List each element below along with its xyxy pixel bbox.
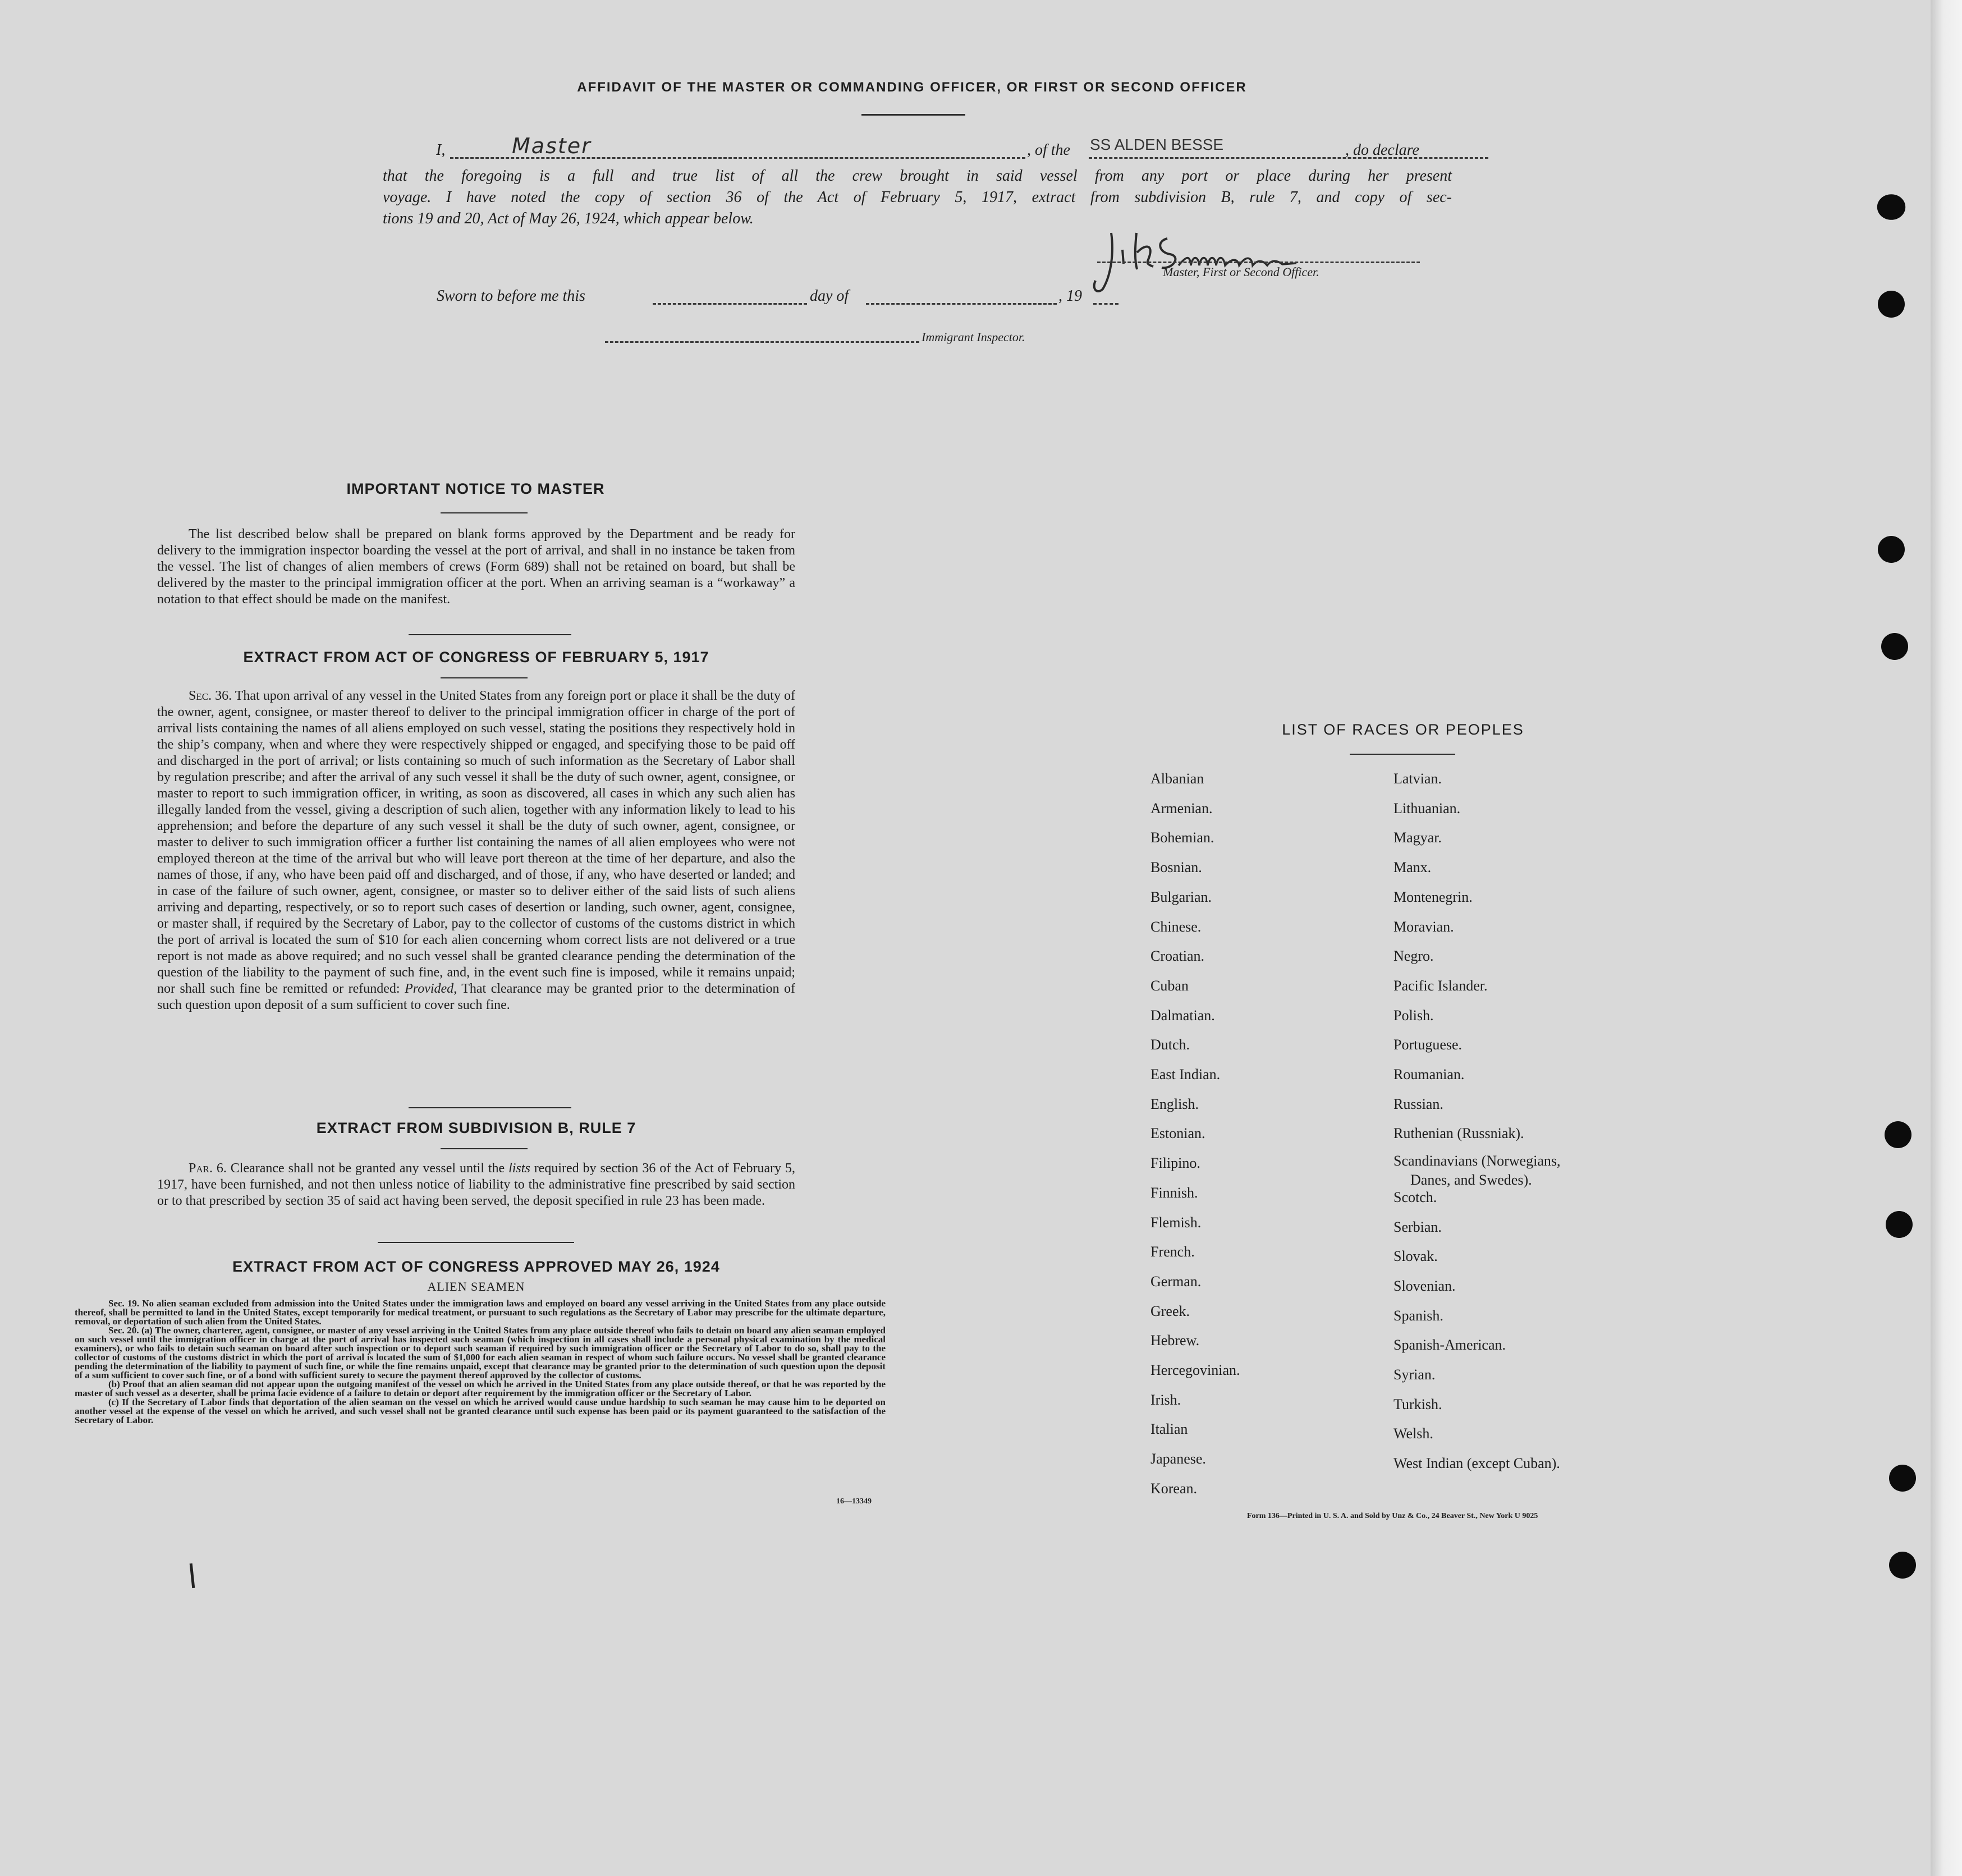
day-of-label: day of <box>810 287 849 305</box>
form-code: 16—13349 <box>836 1497 872 1506</box>
extract-rule7-title: EXTRACT FROM SUBDIVISION B, RULE 7 <box>316 1120 636 1136</box>
extract-1917-title: EXTRACT FROM ACT OF CONGRESS OF FEBRUARY 5, 1917 <box>243 649 709 666</box>
race-item: Negro. <box>1393 948 1434 965</box>
page-edge <box>1931 0 1962 1876</box>
sec-36-label: Sec. 36. <box>189 689 232 703</box>
sworn-label: Sworn to before me this <box>437 287 585 305</box>
affidavit-title: AFFIDAVIT OF THE MASTER OR COMMANDING OFFICER, OR FIRST OR SECOND OFFICER <box>577 80 1247 95</box>
race-item: Montenegrin. <box>1393 888 1473 905</box>
race-item: Italian <box>1150 1421 1188 1438</box>
race-item: Hercegovinian. <box>1150 1362 1240 1378</box>
race-item: Hebrew. <box>1150 1332 1200 1349</box>
race-item: West Indian (except Cuban). <box>1393 1455 1560 1472</box>
race-item: Finnish. <box>1150 1184 1198 1201</box>
race-item: Irish. <box>1150 1391 1181 1408</box>
race-item: Bohemian. <box>1150 829 1214 846</box>
race-item: Russian. <box>1393 1095 1443 1112</box>
race-item: Turkish. <box>1393 1396 1442 1412</box>
notice-text: The list described below shall be prepared on blank forms approved by the Department and be ready for delivery to the immigration inspector boarding the vessel at the port of arrival, and shall in no instance be taken from the vessel. The list of changes of alien members of crews (Form 689) shall not be retained on board, but shall be delivered by the master to the principal immigration officer at the port. When an arriving seaman is a “workaway” a notation to that effect should be made on the manifest. <box>157 527 795 607</box>
binder-hole <box>1881 633 1908 660</box>
race-item: Slovenian. <box>1393 1277 1456 1294</box>
race-item: German. <box>1150 1273 1202 1290</box>
par-6-label: Par. 6. <box>189 1161 227 1176</box>
race-item: Estonian. <box>1150 1125 1205 1142</box>
i-label: I, <box>436 141 446 159</box>
race-item: Latvian. <box>1393 770 1442 787</box>
race-item: Cuban <box>1150 977 1189 994</box>
race-item: East Indian. <box>1150 1066 1221 1083</box>
race-item: Lithuanian. <box>1393 800 1461 817</box>
affidavit-line-4: tions 19 and 20, Act of May 26, 1924, which appear below. <box>383 210 754 227</box>
race-item: Pacific Islander. <box>1393 977 1488 994</box>
binder-hole <box>1878 536 1905 563</box>
race-item: Bulgarian. <box>1150 888 1212 905</box>
sec-20a-text: Sec. 20. (a) The owner, charterer, agent, consignee, or master of any vessel arriving in the United States from any place outside thereof who fails to detain on board any alien seaman employed on such vessel until the immigration officer in charge at the port of arrival has inspected such seaman (which inspection in all cases shall include a personal physical examination by the medical examiners), or who fails to detain such seaman on board after such inspection or to deport such seaman if required by such immigration officer or the Secretary of Labor to do so, shall pay to the collector of customs of the customs district in which the port of arrival is located the sum of $1,000 for each alien seaman in respect of whom such failure occurs. No vessel shall be granted clearance pending the determination of the liability to payment of such fine, or while the fine remains unpaid, except that clearance may be granted prior to the determination of such question upon the deposit of a sum sufficient to cover such fine, or of a bond with sufficient surety to secure the payment thereof approved by the collector of customs. <box>75 1325 886 1380</box>
race-item: French. <box>1150 1244 1195 1260</box>
race-item: Scotch. <box>1393 1189 1437 1205</box>
affidavit-line-1 <box>383 134 1449 162</box>
race-item: Spanish-American. <box>1393 1337 1506 1354</box>
stray-mark <box>190 1563 195 1588</box>
race-item: Danes, and Swedes). <box>1410 1172 1532 1189</box>
race-item: Serbian. <box>1393 1218 1442 1235</box>
race-item: English. <box>1150 1095 1199 1112</box>
inspector-caption: Immigrant Inspector. <box>922 330 1025 344</box>
race-item: Filipino. <box>1150 1155 1200 1172</box>
alien-seamen-subtitle: ALIEN SEAMEN <box>427 1279 525 1294</box>
races-title: LIST OF RACES OR PEOPLES <box>1282 721 1524 738</box>
vessel-name-stamp: SS ALDEN BESSE <box>1090 136 1224 153</box>
race-item: Polish. <box>1393 1007 1434 1024</box>
race-item: Roumanian. <box>1393 1066 1465 1083</box>
race-item: Bosnian. <box>1150 859 1202 876</box>
race-item: Korean. <box>1150 1480 1198 1497</box>
sec-19-text: Sec. 19. No alien seaman excluded from admission into the United States under the immigration laws and employed on board any vessel arriving in the United States from any place outside thereof, shall be permitted to land in the United States, except temporarily for medical treatment, or pursuant to such regulations as the Secretary of Labor may prescribe for the ultimate departure, removal, or deportation of such alien from the United States. <box>75 1298 886 1327</box>
extract-1924-text <box>75 1299 886 1425</box>
race-item: Scandinavians (Norwegians, <box>1393 1153 1561 1169</box>
affidavit-line-2: that the foregoing is a full and true list of all the crew brought in said vessel from any port or place during her present <box>383 167 1452 185</box>
sec-20c-text: (c) If the Secretary of Labor finds that deportation of the alien seaman on the vessel on which he arrived would cause undue hardship to such seaman he may cause him to be deported on another vessel at the expense of the vessel on which he arrived, and such vessel shall not be granted clearance until such expense has been paid or its payment guaranteed to the satisfaction of the Secretary of Labor. <box>75 1397 886 1425</box>
sec-20b-text: (b) Proof that an alien seaman did not appear upon the outgoing manifest of the vessel on which he arrived in the United States from any place outside thereof, or that he was reported by the master of such vessel as a deserter, shall be prima facie evidence of a failure to detain or deport after requirement by the immigration officer or the Secretary of Labor. <box>75 1379 886 1398</box>
printer-footer: Form 136—Printed in U. S. A. and Sold by Unz & Co., 24 Beaver St., New York U 9025 <box>1247 1512 1538 1520</box>
race-item: Moravian. <box>1393 918 1454 935</box>
race-item: Slovak. <box>1393 1248 1438 1265</box>
race-item: Welsh. <box>1393 1425 1433 1442</box>
race-item: Dalmatian. <box>1150 1007 1215 1024</box>
race-item: Flemish. <box>1150 1214 1202 1231</box>
race-item: Magyar. <box>1393 829 1442 846</box>
sworn-line <box>437 286 1138 309</box>
binder-hole <box>1886 1211 1913 1238</box>
race-item: Chinese. <box>1150 918 1202 935</box>
race-item: Japanese. <box>1150 1451 1206 1467</box>
affidavit-title-rule <box>861 114 965 116</box>
race-item: Croatian. <box>1150 948 1205 965</box>
provided-label: Provided, <box>405 981 457 996</box>
binder-hole <box>1877 194 1905 220</box>
race-item: Ruthenian (Russniak). <box>1393 1125 1524 1142</box>
race-item: Portuguese. <box>1393 1036 1463 1053</box>
extract-1917-text: Sec. 36. That upon arrival of any vessel in the United States from any foreign port or place it shall be the duty of the owner, agent, consignee, or master thereof to deliver to the principal immigration officer in charge of the port of arrival lists containing the names of all aliens employed on such vessel, stating the positions they respectively hold in the ship’s company, when and where they were respectively shipped or engaged, and specifying those to be paid off and discharged in the port of arrival; or lists containing so much of such information as the Secretary of Labor shall by regulation prescribe; and after the arrival of any such vessel it shall be the duty of such owner, agent, consignee, or master to report to such immigration officer, in writing, as soon as discovered, all cases in which any such alien has illegally landed from the vessel, giving a description of such alien, together with any information likely to lead to his apprehension; and before the departure of any such vessel it shall be the duty of such owner, agent, consignee, or master to deliver to such immigration officer a further list containing the names of all alien employees who were not employed thereon at the time of the arrival but who will leave port thereon at the time of her departure, and also the names of those, if any, who have been paid off and discharged, and of those, if any, who have deserted or landed; and in case of the failure of such owner, agent, consignee, or master so to deliver either of the said lists of such aliens arriving and departing, respectively, or so to report such cases of desertion or landing, such owner, agent, consignee, or master shall, if required by the Secretary of Labor, pay to the collector of customs of the customs district in which the port of arrival is located the sum of $10 for each alien concerning whom correct lists are not delivered or a true report is not made as above required; and no such vessel shall be granted clearance pending the determination of the question of the liability to the payment of such fine, and, in the event such fine is imposed, while it remains unpaid; nor shall such fine be remitted or refunded: Provided, That clearance may be granted prior to the determination of such question upon deposit of a sum sufficient to cover such fine. <box>157 689 795 1012</box>
of-the-label: , of the <box>1027 141 1070 159</box>
affidavit-line-3: voyage. I have noted the copy of section 36 of the Act of February 5, 1917, extract from subdivision B, rule 7, and copy of sec- <box>383 189 1452 206</box>
extract-1924-title: EXTRACT FROM ACT OF CONGRESS APPROVED MAY 26, 1924 <box>232 1258 720 1275</box>
master-name-handwritten: Master <box>512 134 592 158</box>
do-declare-label: , do declare <box>1345 141 1419 159</box>
signature-caption: Master, First or Second Officer. <box>1163 265 1319 279</box>
notice-title: IMPORTANT NOTICE TO MASTER <box>346 480 605 497</box>
race-item: Greek. <box>1150 1302 1190 1319</box>
binder-hole <box>1885 1121 1911 1148</box>
binder-hole <box>1878 291 1905 318</box>
race-item: Albanian <box>1150 770 1204 787</box>
extract-rule7-text: Par. 6. Clearance shall not be granted any vessel until the lists required by section 36 of the Act of February 5, 1917, have been furnished, and not then unless notice of liability to the administrative fine prescribed by said section or to that prescribed by section 35 of said act having been served, the deposit specified in rule 23 has been made. <box>157 1161 796 1208</box>
race-item: Spanish. <box>1393 1307 1443 1324</box>
race-item: Manx. <box>1393 859 1432 876</box>
inspector-signature-line <box>605 341 919 343</box>
binder-hole <box>1889 1552 1916 1579</box>
year-prefix: , 19 <box>1058 287 1082 305</box>
race-item: Armenian. <box>1150 800 1213 817</box>
race-item: Syrian. <box>1393 1366 1436 1383</box>
binder-hole <box>1889 1465 1916 1492</box>
race-item: Dutch. <box>1150 1036 1190 1053</box>
